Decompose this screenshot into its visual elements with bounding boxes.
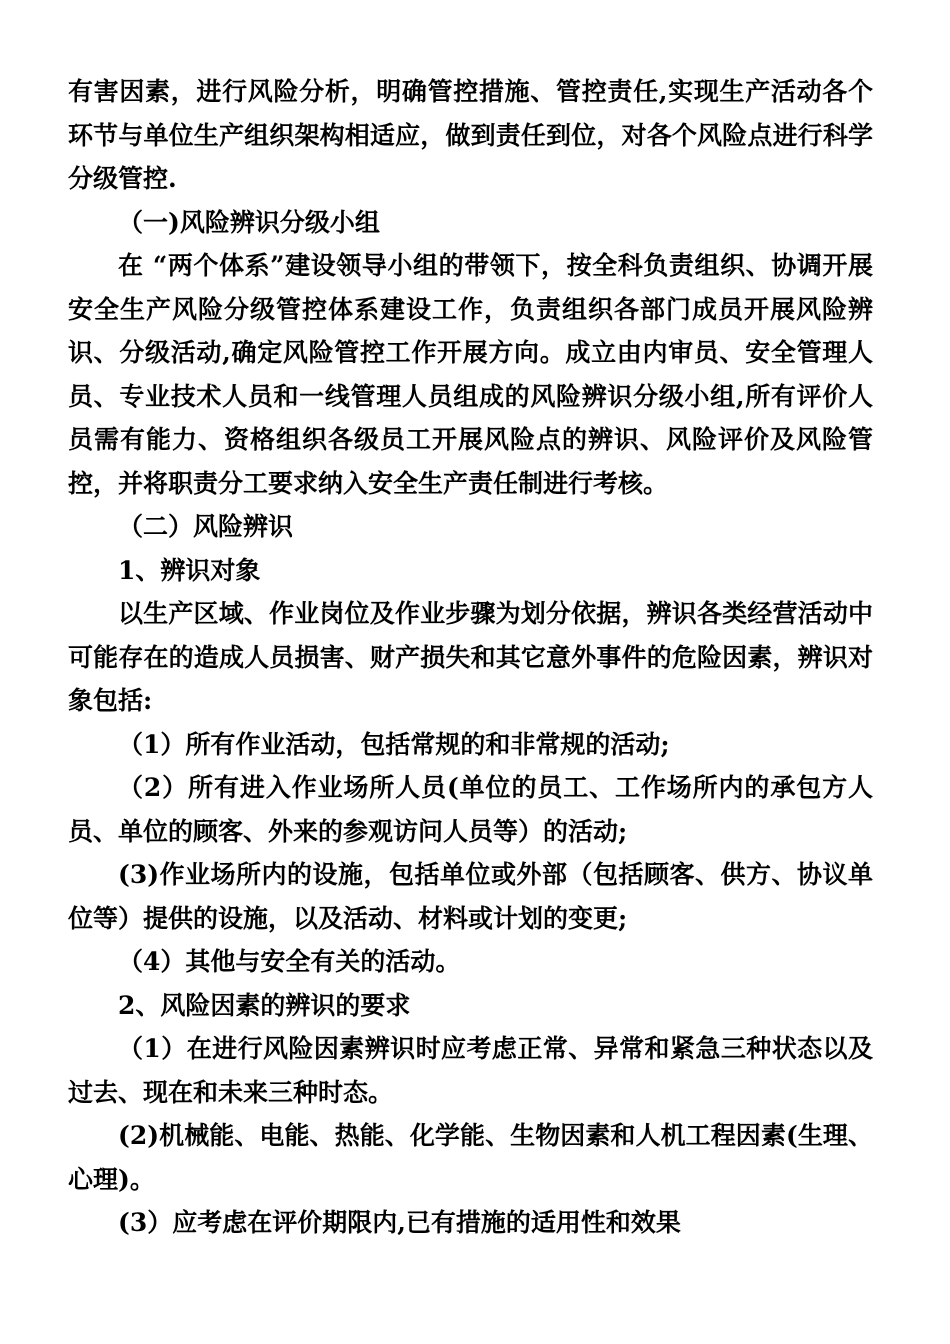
subheading-identification-objects: 1、辨识对象	[118, 555, 261, 585]
subheading-identification-requirements: 2、风险因素的辨识的要求	[118, 990, 411, 1020]
paragraph-intro-continuation: 有害因素，进行风险分析，明确管控措施、管控责任,实现生产活动各个环节与单位生产组织架构相适应，做到责任到位，对各个风险点进行科学分级管控.	[68, 77, 873, 193]
requirement-item-2: (2)机械能、电能、热能、化学能、生物因素和人机工程因素(生理、心理)。	[68, 1121, 873, 1194]
list-item-4: （4）其他与安全有关的活动。	[118, 947, 461, 976]
paragraph-risk-group: 在 “两个体系”建设领导小组的带领下，按全科负责组织、协调开展安全生产风险分级管控体系建设工作，负责组织各部门成员开展风险辨识、分级活动,确定风险管控工作开展方向。成立由内审员、安全管理人员、专业技术人员和一线管理人员组成的风险辨识分级小组,所有评价人员需有能力、资格组织各级员工开展风险点的辨识、风险评价及风险管控，并将职责分工要求纳入安全生产责任制进行考核。	[68, 251, 873, 498]
section-heading-risk-identification: （二）风险辨识	[118, 512, 294, 541]
section-heading-risk-group: （一)风险辨识分级小组	[118, 207, 380, 237]
requirement-item-3: (3）应考虑在评价期限内,已有措施的适用性和效果	[118, 1208, 681, 1237]
requirement-item-1: （1）在进行风险因素辨识时应考虑正常、异常和紧急三种状态以及过去、现在和未来三种时态。	[68, 1034, 873, 1107]
list-item-2: （2）所有进入作业场所人员(单位的员工、工作场所内的承包方人员、单位的顾客、外来的参观访问人员等）的活动;	[68, 773, 873, 846]
list-item-3: (3)作业场所内的设施，包括单位或外部（包括顾客、供方、协议单位等）提供的设施，以及活动、材料或计划的变更;	[68, 860, 873, 933]
list-item-1: （1）所有作业活动，包括常规的和非常规的活动;	[118, 729, 670, 759]
paragraph-identification-basis: 以生产区域、作业岗位及作业步骤为划分依据，辨识各类经营活动中可能存在的造成人员损害、财产损失和其它意外事件的危险因素，辨识对象包括:	[68, 599, 873, 715]
document-body	[68, 70, 873, 1245]
